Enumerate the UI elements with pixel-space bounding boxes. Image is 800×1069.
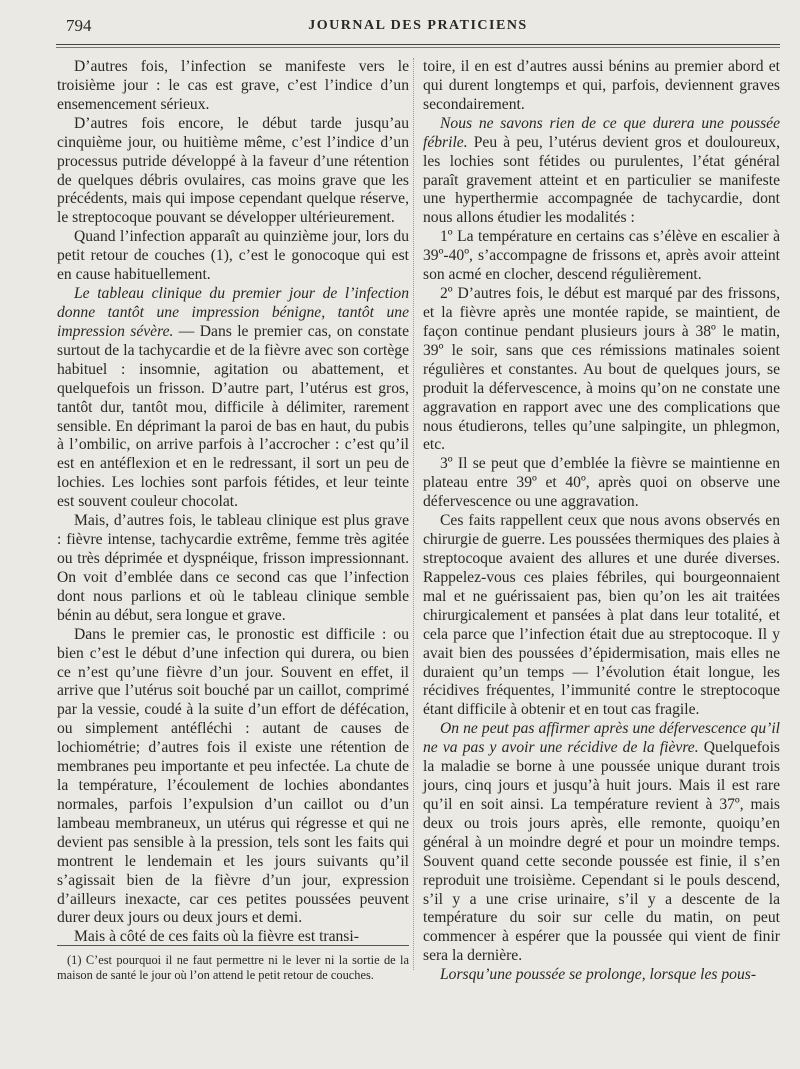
footnote-text: (1) C’est pourquoi il ne faut permettre ni le lever ni la sortie de la maison de santé le jour où l’on attend le petit retour de couches. xyxy=(57,953,409,982)
paragraph xyxy=(423,966,780,985)
paragraph xyxy=(423,58,780,115)
journal-title: JOURNAL DES PRATICIENS xyxy=(308,18,528,33)
paragraph-text: Peu à peu, l’utérus devient gros et douloureux, les lochies sont fétides ou purulentes, l’état général paraît gravement atteint et en particulier se manifeste une hyperthermie accompagnée de tachycardie, dont nous allons étudier les modalités : xyxy=(423,133,780,227)
header-rule-secondary xyxy=(56,47,780,48)
paragraph-lead-italic: Lorsqu’une poussée se prolonge, lorsque les pous- xyxy=(440,966,757,984)
paragraph-text: D’autres fois, l’infection se manifeste vers le troisième jour : le cas est grave, c’est l’indice d’un ensemencement sérieux. xyxy=(57,58,409,113)
paragraph xyxy=(57,285,409,512)
paragraph-text: D’autres fois encore, le début tarde jusqu’au cinquième jour, ou huitième même, c’est l’indice d’un processus putride développé à la faveur d’une rétention de quelques débris ovulaires, cas moins grave que les précédents, mais qui impose cependant quelque réserve, le streptocoque pouvant se développer ultérieurement. xyxy=(57,114,409,227)
left-column xyxy=(57,58,409,947)
paragraph-lead-italic: On ne peut pas affirmer après une défervescence qu’il ne va pas y avoir une récidive de la fièvre. xyxy=(423,720,780,757)
paragraph xyxy=(423,115,780,229)
paragraph-text: — Dans le premier cas, on constate surtout de la tachycardie et de la fièvre avec son cortège habituel : insomnie, agitation ou abattement, et quelquefois un frisson. D’autre part, l’utérus est gros, tantôt dur, tantôt mou, difficile à délimiter, rarement sensible. En déprimant la paroi de bas en haut, du pubis à l’ombilic, on arrive parfois à l’accrocher : c’est qu’il est en antéflexion et en le redressant, il sort un peu de lochies. Les lochies sont parfois fétides, et leur teinte est souvent couleur chocolat. xyxy=(57,322,410,511)
paragraph-text: Quand l’infection apparaît au quinzième jour, lors du petit retour de couches (1), c’est le gonocoque qui est en cause habituellement. xyxy=(57,228,409,284)
paragraph xyxy=(423,285,780,455)
paragraph xyxy=(57,58,409,115)
page-header xyxy=(56,16,780,40)
paragraph-text: Ces faits rappellent ceux que nous avons observés en chirurgie de guerre. Les poussées thermiques des plaies à streptocoque avaient des allures et une durée diverses. Rappelez-vous ces plaies fébriles, qui bourgeonnaient mal et ne guérissaient pas, bien qu’on les ait traitées chirurgicalement et pansées à plat dans leur totalité, et cela parce que l’infection était due au streptocoque. Il y avait bien des poussées d’épidermisation, mais elles ne duraient qu’un temps — l’évolution était longue, les récidives fréquentes, l’immunité contre le streptocoque étant difficile à obtenir et en tout cas fragile. xyxy=(423,512,780,719)
footnote xyxy=(57,953,409,983)
right-column xyxy=(423,58,780,985)
paragraph xyxy=(57,512,409,626)
paragraph-text: 3º Il se peut que d’emblée la fièvre se maintienne en plateau entre 39º et 40º, après quoi on observe une défervescence ou une aggravation. xyxy=(423,455,780,511)
paragraph-lead-italic: Nous ne savons rien de ce que durera une poussée fébrile. xyxy=(423,114,780,151)
paragraph xyxy=(423,720,780,966)
paragraph-text: toire, il en est d’autres aussi bénins au premier abord et qui durent longtemps et qui, parfois, deviennent graves secondairement. xyxy=(423,58,780,113)
paragraph xyxy=(57,228,409,285)
paragraph-text: 1º La température en certains cas s’élève en escalier à 39º-40º, s’accompagne de frissons et, après avoir atteint son acmé en clocher, descend régulièrement. xyxy=(423,228,780,284)
paragraph xyxy=(423,455,780,512)
paragraph-text: Mais à côté de ces faits où la fièvre est transi- xyxy=(74,928,359,946)
page-number: 794 xyxy=(66,16,92,35)
paragraph xyxy=(423,228,780,285)
paragraph-text: Mais, d’autres fois, le tableau clinique est plus grave : fièvre intense, tachycardie extrême, femme très agitée ou très déprimée et dyspnéique, frisson impressionnant. On voit d’emblée dans ce second cas que l’infection dont nous parlions et où le tableau clinique semble bénin au début, sera longue et grave. xyxy=(57,512,409,624)
header-rule xyxy=(56,44,780,45)
paragraph-text: Quelquefois la maladie se borne à une poussée unique durant trois jours, cinq jours et jusqu’à huit jours. Mais il est rare qu’il en soit ainsi. La température revient à 37º, mais deux ou trois jours après, elle remonte, quoiqu’en général à un moindre degré et pour un moindre temps. Souvent quand cette seconde poussée est finie, il s’en reproduit une troisième. Cependant si le pouls descend, s’il y a une crise urinaire, s’il y a descente de la température du soir sur celle du matin, on peut commencer à espérer que la poussée qui vient de finir sera la dernière. xyxy=(423,739,780,965)
paragraph-text: Dans le premier cas, le pronostic est difficile : ou bien c’est le début d’une infection qui durera, ou bien ce n’est qu’une fièvre d’un jour. Souvent en effet, il arrive que l’utérus soit bouché par un caillot, comprimé par la vessie, coudé à la suite d’un effort de défécation, ou simplement antéfléchi : autant de causes de lochiométrie; d’autres fois il existe une rétention de membranes peu importante et peu infectée. La chute de la température, l’écoulement de lochies abondantes normales, parfois l’expulsion d’un caillot ou d’un lambeau membraneux, un utérus qui régresse et qui ne devient pas sensible à la pression, tels sont les faits qui montrent le lendemain et les jours suivants qu’il s’agissait bien de la fièvre d’un jour, expression d’ailleurs inexacte, car ces petites poussées peuvent durer deux jours ou deux jours et demi. xyxy=(57,625,409,927)
footnote-rule xyxy=(57,945,409,946)
paragraph-text: 2º D’autres fois, le début est marqué par des frissons, et la fièvre après une montée rapide, se maintient, de façon continue pendant plusieurs jours à 38º le matin, 39º le soir, sans que ces rémissions matinales soient régulières et constantes. Au bout de quelques jours, se produit la défervescence, à moins qu’on ne constate une aggravation en rapport avec une des complications que nous étudierons, telles qu’une salpingite, un phlegmon, etc. xyxy=(423,285,780,454)
paragraph xyxy=(57,115,409,229)
paragraph xyxy=(423,512,780,720)
column-separator xyxy=(413,58,414,970)
paragraph-lead-italic: Le tableau clinique du premier jour de l’infection donne tantôt une impression bénigne, tantôt une impression sévère. xyxy=(57,285,409,340)
paragraph xyxy=(57,626,409,929)
